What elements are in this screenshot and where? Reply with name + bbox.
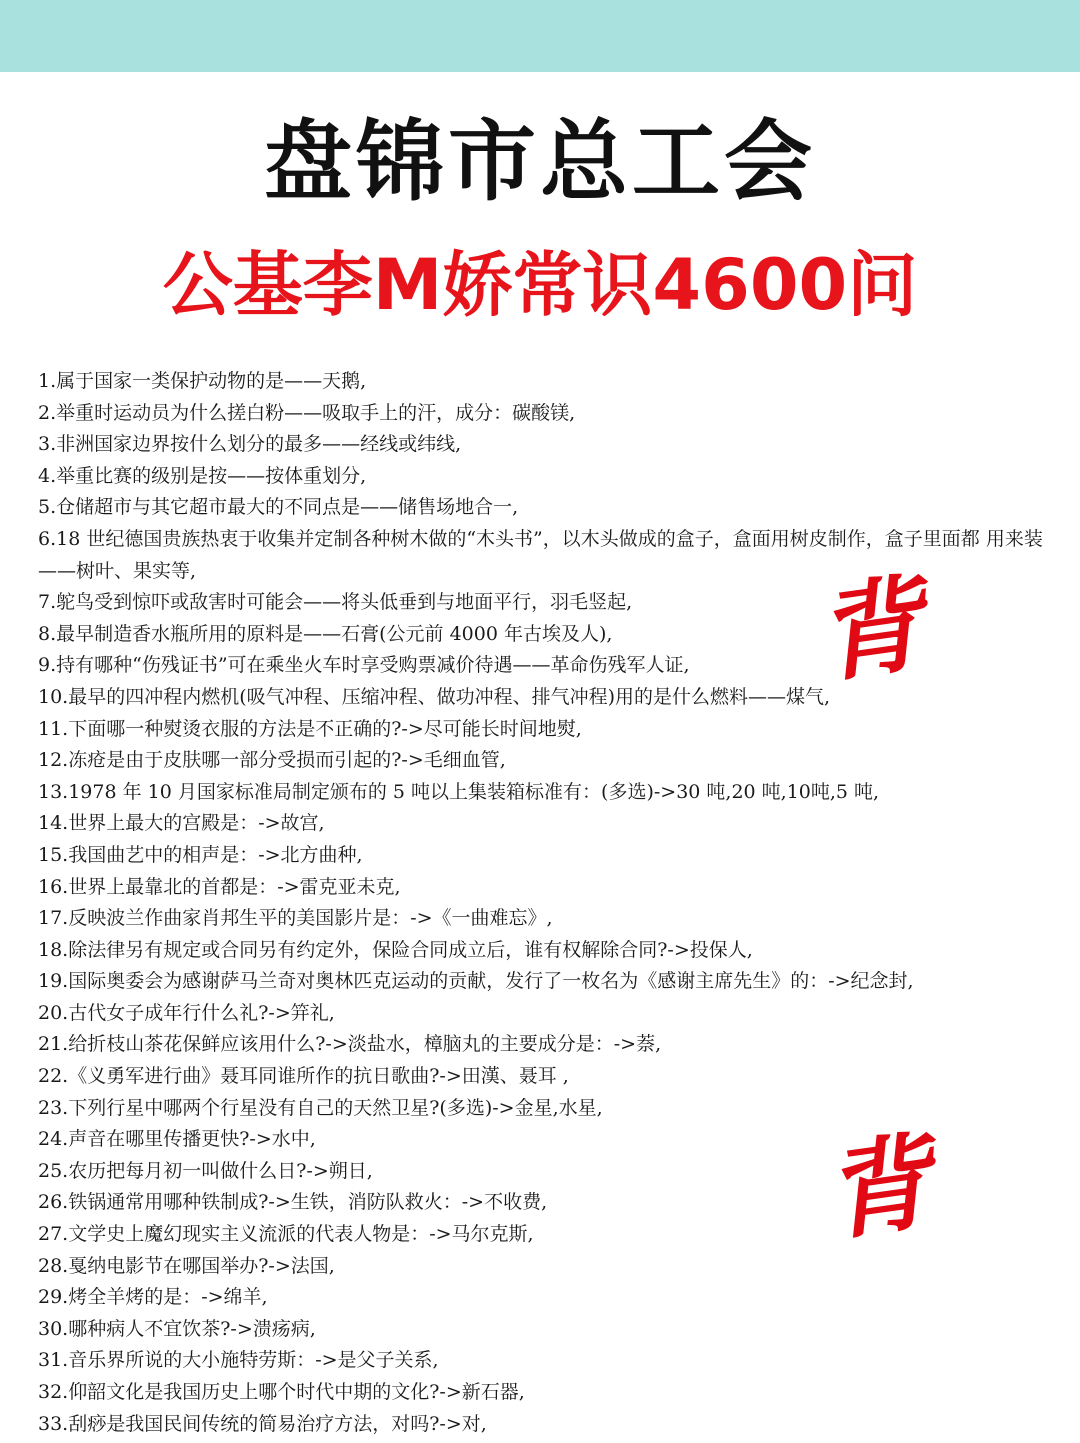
list-item: 9.持有哪种“伤残证书”可在乘坐火车时享受购票减价待遇——革命伤残军人证, (38, 654, 690, 677)
list-item: 19.国际奥委会为感谢萨马兰奇对奥林匹克运动的贡献，发行了一枚名为《感谢主席先生》的：->纪念封, (38, 970, 914, 993)
memorize-stamp: 背 (810, 562, 930, 698)
list-item: 33.刮痧是我国民间传统的简易治疗方法，对吗?->对, (38, 1412, 487, 1435)
list-item: 15.我国曲艺中的相声是：->北方曲种, (38, 843, 363, 866)
list-item: 23.下列行星中哪两个行星没有自己的天然卫星?(多选)->金星,水星, (38, 1096, 603, 1119)
list-item: 21.给折枝山茶花保鲜应该用什么?->淡盐水，樟脑丸的主要成分是：->萘, (38, 1033, 662, 1056)
list-item: 8.最早制造香水瓶所用的原料是——石膏(公元前 4000 年古埃及人), (38, 622, 613, 645)
list-item: 3.非洲国家边界按什么划分的最多——经线或纬线, (38, 433, 462, 456)
list-item: 11.下面哪一种熨烫衣服的方法是不正确的?->尽可能长时间地熨, (38, 717, 582, 740)
list-item: 24.声音在哪里传播更快?->水中, (38, 1128, 316, 1151)
page-title: 盘锦市总工会 (263, 110, 816, 213)
top-color-band (0, 0, 1080, 72)
list-item: 26.铁锅通常用哪种铁制成?->生铁，消防队救火：->不收费, (38, 1191, 548, 1214)
list-item: 18.除法律另有规定或合同另有约定外，保险合同成立后，谁有权解除合同?->投保人, (38, 938, 753, 961)
list-item: 16.世界上最靠北的首都是：->雷克亚未克, (38, 875, 401, 898)
list-item: 10.最早的四冲程内燃机(吸气冲程、压缩冲程、做功冲程、排气冲程)用的是什么燃料——煤气, (38, 685, 831, 708)
list-item: 6.18 世纪德国贵族热衷于收集并定制各种树木做的“木头书”，以木头做成的盒子，盒面用树皮制作，盒子里面都 用来装——树叶、果实等, (38, 527, 1043, 582)
list-item: 30.哪种病人不宜饮茶?->溃疡病, (38, 1317, 316, 1340)
list-item: 20.古代女子成年行什么礼?->笄礼, (38, 1001, 335, 1024)
list-item: 31.音乐界所说的大小施特劳斯：->是父子关系, (38, 1349, 439, 1372)
list-item: 1.属于国家一类保护动物的是——天鹅, (38, 370, 367, 392)
list-item: 5.仓储超市与其它超市最大的不同点是——储售场地合一, (38, 496, 519, 519)
list-item: 12.冻疮是由于皮肤哪一部分受损而引起的?->毛细血管, (38, 749, 506, 772)
list-item: 13.1978 年 10 月国家标准局制定颁布的 5 吨以上集装箱标准有：(多选)->30 吨,20 吨,10吨,5 吨, (38, 780, 880, 803)
list-item: 4.举重比赛的级别是按——按体重划分, (38, 464, 367, 487)
list-item: 22.《义勇军进行曲》聂耳同谁所作的抗日歌曲?->田漢、聂耳 , (38, 1065, 569, 1088)
page-subtitle: 公基李M娇常识4600问 (162, 244, 918, 326)
list-item: 17.反映波兰作曲家肖邦生平的美国影片是：->《一曲难忘》, (38, 907, 553, 930)
list-item: 7.鸵鸟受到惊吓或敌害时可能会——将头低垂到与地面平行，羽毛竖起, (38, 591, 633, 614)
list-item: 27.文学史上魔幻现实主义流派的代表人物是：->马尔克斯, (38, 1223, 534, 1246)
list-item: 2.举重时运动员为什么搓白粉——吸取手上的汗，成分：碳酸镁, (38, 401, 576, 424)
qa-list (38, 366, 1058, 1440)
list-item: 14.世界上最大的宫殿是：->故宫, (38, 812, 325, 835)
list-item: 28.戛纳电影节在哪国举办?->法国, (38, 1254, 335, 1277)
list-item: 29.烤全羊烤的是：->绵羊, (38, 1286, 268, 1309)
memorize-stamp: 背 (818, 1120, 938, 1256)
list-item: 32.仰韶文化是我国历史上哪个时代中期的文化?->新石器, (38, 1381, 525, 1403)
list-item: 25.农历把每月初一叫做什么日?->朔日, (38, 1159, 373, 1182)
